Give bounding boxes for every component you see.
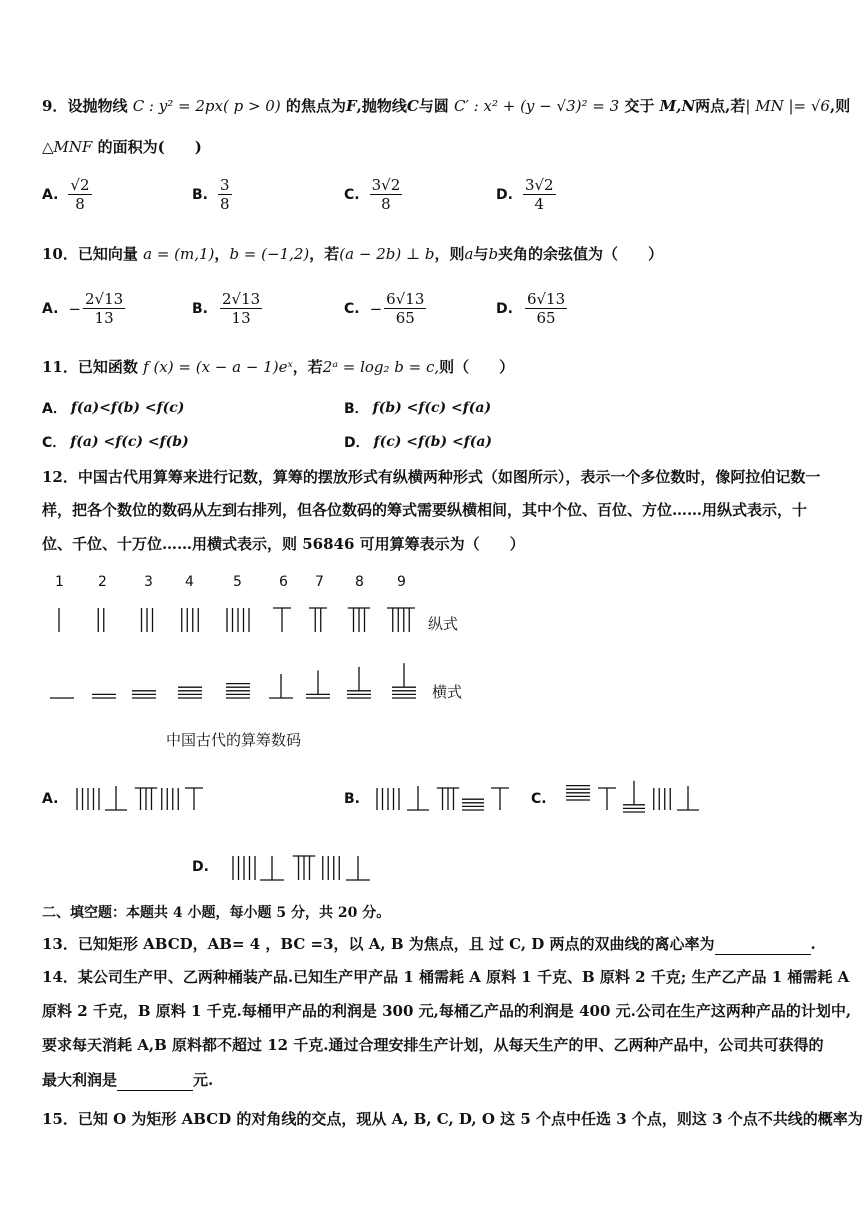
q12-option-d-label[interactable]: D. bbox=[192, 859, 209, 875]
q9-focus: F bbox=[345, 97, 357, 115]
q11-option-label: C． bbox=[42, 435, 67, 451]
q11-option-3[interactable] bbox=[344, 432, 492, 452]
q9-option-fraction bbox=[523, 176, 556, 213]
q11-condition: 2ᵃ = log₂ b = c, bbox=[322, 358, 440, 376]
q10-option-0[interactable] bbox=[42, 290, 125, 327]
q10-condition: (a − 2b) ⊥ b bbox=[339, 245, 435, 263]
rod-digit-5: 5 bbox=[233, 574, 242, 590]
q14-line3: 要求每天消耗 A,B 原料都不超过 12 千克.通过合理安排生产计划，从每天生产的甲、乙两种产品中，公司共可获得的 bbox=[42, 1036, 824, 1054]
q14-line1: 14．某公司生产甲、乙两种桶装产品.已知生产甲产品 1 桶需耗 A 原料 1 千克、B 原料 2 千克; 生产乙产品 1 桶需耗 A bbox=[42, 968, 850, 986]
q10-sep2: ，若 bbox=[309, 245, 340, 263]
q9-c: C bbox=[406, 97, 419, 115]
q14-line2: 原料 2 千克，B 原料 1 千克.每桶甲产品的利润是 300 元,每桶乙产品的利润是 400 元.公司在生产这两种产品的计划中, bbox=[42, 1002, 852, 1020]
q9-option-fraction bbox=[370, 176, 403, 213]
q9-text-e: 交于 bbox=[624, 97, 655, 115]
rod-digit-4: 4 bbox=[185, 574, 194, 590]
q9-option-label: D. bbox=[496, 186, 513, 203]
fraction-denominator: 8 bbox=[381, 195, 391, 213]
q13-end: . bbox=[810, 935, 816, 953]
fraction-numerator: 3√2 bbox=[524, 176, 554, 194]
q14-text-b: 元. bbox=[193, 1071, 214, 1089]
q10-vector-a: a = (m,1) bbox=[143, 245, 215, 263]
q10-option-label: A. bbox=[42, 300, 59, 317]
rod-digit-2: 2 bbox=[98, 574, 107, 590]
fraction-denominator: 4 bbox=[534, 195, 545, 213]
q10-option-fraction bbox=[384, 290, 426, 327]
q10-option-label: B. bbox=[192, 300, 208, 317]
fraction-denominator: 13 bbox=[94, 309, 114, 327]
q10-sep1: ， bbox=[214, 245, 230, 263]
fraction-denominator: 8 bbox=[220, 195, 230, 213]
q9-parabola: C : y² = 2px( p > 0) bbox=[132, 97, 281, 115]
rod-figure-caption: 中国古代的算筹数码 bbox=[166, 731, 302, 749]
fraction-denominator: 65 bbox=[536, 309, 556, 327]
q10-b: b bbox=[488, 245, 499, 263]
q11-option-text: f(a) <f(c) <f(b) bbox=[70, 434, 189, 450]
q12-line1: 12．中国古代用算筹来进行记数，算筹的摆放形式有纵横两种形式（如图所示），表示一个多位数时，像阿拉伯记数一 bbox=[42, 468, 821, 486]
q9-condition: | MN |= √6 bbox=[745, 97, 830, 115]
rod-digit-6: 6 bbox=[279, 574, 288, 590]
q9-circle: C′ : x² + (y − √3)² = 3 bbox=[454, 97, 620, 115]
q10-option-3[interactable] bbox=[496, 290, 567, 327]
q14-text-a: 最大利润是 bbox=[42, 1071, 118, 1089]
q9-text-a: 设抛物线 bbox=[67, 97, 128, 115]
q13-line bbox=[42, 932, 816, 955]
fraction-numerator: 3√2 bbox=[371, 176, 401, 194]
q9-line2 bbox=[42, 136, 202, 158]
q10-option-sign: − bbox=[369, 299, 383, 318]
horizontal-form-label: 横式 bbox=[432, 683, 463, 701]
q12-option-c-label[interactable]: C. bbox=[531, 791, 547, 807]
q9-number: 9． bbox=[42, 97, 68, 115]
q11-line1 bbox=[42, 356, 514, 378]
q9-option-label: A. bbox=[42, 186, 59, 203]
section2-heading: 二、填空题：本题共 4 小题，每小题 5 分，共 20 分。 bbox=[42, 905, 391, 921]
q9-option-0[interactable] bbox=[42, 176, 92, 213]
q10-option-fraction bbox=[83, 290, 125, 327]
fraction-numerator: 6√13 bbox=[526, 290, 566, 308]
q11-text3: 则（ ） bbox=[439, 358, 515, 376]
q10-line1 bbox=[42, 243, 663, 265]
q11-option-text: f(b) <f(c) <f(a) bbox=[372, 400, 492, 416]
fraction-numerator: 6√13 bbox=[386, 290, 425, 308]
q11-option-label: D． bbox=[344, 435, 370, 451]
q9-option-label: C. bbox=[344, 186, 360, 203]
q12-line3: 位、千位、十万位……用横式表示，则 56846 可用算筹表示为（ ） bbox=[42, 535, 525, 553]
fraction-numerator: 2√13 bbox=[222, 290, 261, 308]
q10-yu: 与 bbox=[473, 245, 489, 263]
q11-option-0[interactable] bbox=[42, 398, 184, 418]
q9-line1 bbox=[42, 95, 850, 117]
q10-option-1[interactable] bbox=[192, 290, 262, 327]
q11-function: f (x) = (x − a − 1)eˣ bbox=[143, 358, 293, 376]
fraction-denominator: 65 bbox=[395, 309, 415, 327]
fraction-numerator: 3 bbox=[220, 176, 230, 194]
q11-option-text: f(c) <f(b) <f(a) bbox=[373, 434, 493, 450]
q10-option-2[interactable] bbox=[344, 290, 426, 327]
q10-option-fraction bbox=[525, 290, 567, 327]
q9-option-fraction bbox=[218, 176, 232, 213]
q11-option-label: B． bbox=[344, 401, 369, 417]
q10-text: 已知向量 bbox=[77, 245, 138, 263]
rod-digit-3: 3 bbox=[144, 574, 153, 590]
q13-text: 13．已知矩形 ABCD，AB= 4 ，BC =3，以 A, B 为焦点，且 过 C, D 两点的双曲线的离心率为 bbox=[42, 935, 715, 953]
q11-number: 11． bbox=[42, 358, 78, 376]
q11-option-text: f(a)<f(b) <f(c) bbox=[70, 400, 185, 416]
q9-option-1[interactable] bbox=[192, 176, 232, 213]
q9-text-g: ,则 bbox=[829, 97, 851, 115]
q12-option-b-label[interactable]: B. bbox=[344, 791, 360, 807]
q9-triangle: △MNF bbox=[42, 138, 93, 156]
q9-option-label: B. bbox=[192, 186, 208, 203]
q11-option-1[interactable] bbox=[344, 398, 491, 418]
q10-text3: 夹角的余弦值为（ ） bbox=[498, 245, 664, 263]
q9-option-3[interactable] bbox=[496, 176, 556, 213]
q10-number: 10． bbox=[42, 245, 78, 263]
q9-ask: 的面积为( ) bbox=[97, 138, 202, 156]
q15-line1: 15．已知 O 为矩形 ABCD 的对角线的交点，现从 A, B, C, D, O 这 5 个点中任选 3 个点，则这 3 个点不共线的概率为 bbox=[42, 1110, 863, 1128]
fraction-numerator: 2√13 bbox=[85, 290, 124, 308]
q13-answer-blank[interactable] bbox=[715, 932, 811, 955]
q10-option-label: C. bbox=[344, 300, 360, 317]
q10-option-label: D. bbox=[496, 300, 513, 317]
q14-line4 bbox=[42, 1068, 213, 1091]
rod-digit-9: 9 bbox=[397, 574, 406, 590]
q9-option-2[interactable] bbox=[344, 176, 402, 213]
q11-option-label: A． bbox=[42, 401, 67, 417]
q14-answer-blank[interactable] bbox=[117, 1068, 193, 1091]
q12-option-a-label[interactable]: A. bbox=[42, 791, 59, 807]
q9-text-f: 两点,若 bbox=[695, 97, 746, 115]
q10-option-sign: − bbox=[68, 299, 81, 318]
q11-text: 已知函数 bbox=[77, 358, 138, 376]
q11-option-2[interactable] bbox=[42, 432, 189, 452]
q10-text2: ，则 bbox=[434, 245, 465, 263]
q10-a: a bbox=[464, 245, 474, 263]
rod-digit-7: 7 bbox=[315, 574, 324, 590]
q9-option-fraction bbox=[68, 176, 91, 213]
q10-vector-b: b = (−1,2) bbox=[229, 245, 310, 263]
q9-mn: M,N bbox=[659, 97, 696, 115]
fraction-denominator: 8 bbox=[75, 195, 85, 213]
fraction-denominator: 13 bbox=[231, 309, 251, 327]
q9-text-b: 的焦点为 bbox=[285, 97, 346, 115]
q9-text-d: 与圆 bbox=[418, 97, 449, 115]
q12-line2: 样，把各个数位的数码从左到右排列，但各位数码的筹式需要纵横相间，其中个位、百位、方位……用纵式表示，十 bbox=[42, 501, 808, 519]
fraction-numerator: √2 bbox=[70, 176, 90, 194]
rod-digit-1: 1 bbox=[55, 574, 64, 590]
q9-text-c: ,抛物线 bbox=[356, 97, 407, 115]
q11-text2: ，若 bbox=[292, 358, 323, 376]
q10-option-fraction bbox=[220, 290, 262, 327]
vertical-form-label: 纵式 bbox=[428, 615, 459, 633]
rod-digit-8: 8 bbox=[355, 574, 364, 590]
